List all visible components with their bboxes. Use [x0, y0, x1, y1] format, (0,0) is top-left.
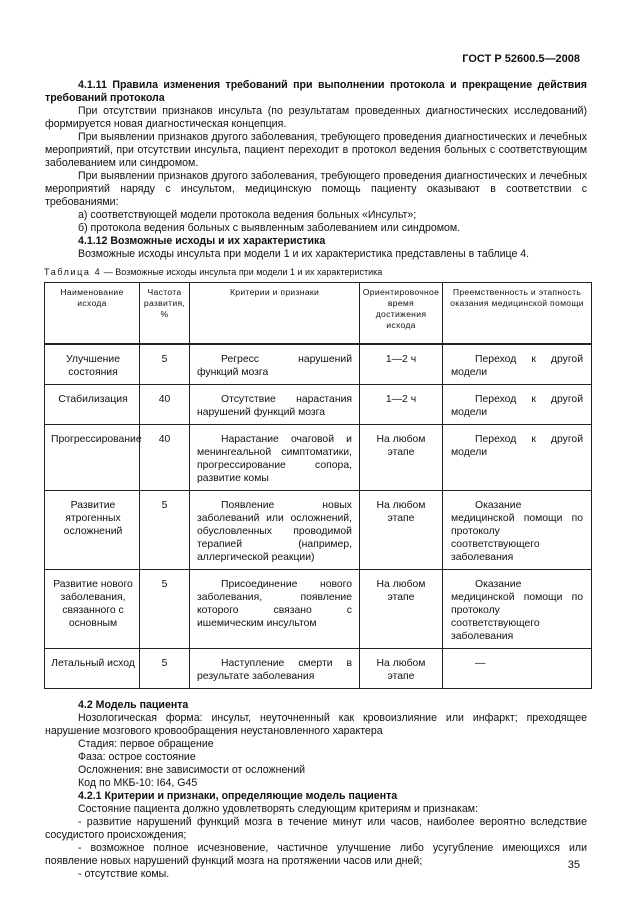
paragraph: При выявлении признаков другого заболевания, требующего проведения диагностических и лечебных мероприятий, при отсутствии инсульта, пациент переходит в протокол ведения больных с соответствующим заболеванием или синдромом. — [45, 131, 587, 169]
continuity-cell: Оказание медицинской помощи по протоколу соответствующего заболевания — [443, 570, 592, 649]
column-header: Критерии и признаки — [190, 283, 360, 345]
outcome-name-cell: Развитие нового заболевания, связанного с основным — [45, 570, 140, 649]
table-row — [45, 649, 592, 689]
paragraph: Осложнения: вне зависимости от осложнений — [78, 764, 306, 776]
outcome-name-cell: Прогрессирование — [45, 425, 140, 491]
bottom-paragraphs — [45, 699, 587, 881]
paragraph: При отсутствии признаков инсульта (по результатам проведенных диагностических исследований) формируется новая диагностическая концепция. — [45, 105, 587, 130]
paragraph: Состояние пациента должно удовлетворять следующим критериям и признакам: — [78, 803, 478, 815]
section-heading: 4.2 Модель пациента — [78, 699, 189, 711]
page-body — [45, 79, 587, 881]
document-header-id: ГОСТ Р 52600.5—2008 — [462, 53, 580, 65]
paragraph: Фаза: острое состояние — [78, 751, 196, 763]
top-paragraphs — [45, 79, 587, 261]
table-body — [45, 344, 592, 689]
continuity-cell: — — [443, 649, 592, 689]
criteria-cell: Присоединение нового заболевания, появление которого связано с ишемическим инсультом — [190, 570, 360, 649]
outcome-name-cell: Развитие ятрогенных осложнений — [45, 491, 140, 570]
column-header: Наименование исхода — [45, 283, 140, 345]
table-caption-prefix: Таблица 4 — [44, 267, 102, 277]
column-header: Частота развития, % — [140, 283, 190, 345]
time-cell: На любом этапе — [360, 570, 443, 649]
criteria-cell: Нарастание очаговой и менингеальной симптоматики, прогрессирование сопора, развитие комы — [190, 425, 360, 491]
paragraph: - отсутствие комы. — [78, 868, 170, 880]
table-caption-title: — Возможные исходы инсульта при модели 1 и их характеристика — [101, 267, 383, 277]
page-number: 35 — [567, 859, 580, 871]
time-cell: На любом этапе — [360, 491, 443, 570]
table-caption — [44, 266, 587, 279]
section-heading: 4.1.11 Правила изменения требований при выполнении протокола и прекращение действия требований протокола — [45, 79, 587, 104]
outcome-name-cell: Стабилизация — [45, 385, 140, 425]
paragraph: а) соответствующей модели протокола ведения больных «Инсульт»; — [78, 209, 417, 221]
frequency-cell: 5 — [140, 570, 190, 649]
frequency-cell: 5 — [140, 649, 190, 689]
table-row — [45, 385, 592, 425]
paragraph: Нозологическая форма: инсульт, неуточненный как кровоизлияние или инфаркт; преходящее нарушение мозгового кровообращения неустановленного характера — [45, 712, 587, 737]
time-cell: На любом этапе — [360, 649, 443, 689]
section-heading: 4.2.1 Критерии и признаки, определяющие модель пациента — [78, 790, 398, 802]
criteria-cell: Наступление смерти в результате заболевания — [190, 649, 360, 689]
column-header: Ориентировочное время достижения исхода — [360, 283, 443, 345]
time-cell: 1—2 ч — [360, 344, 443, 385]
paragraph: Стадия: первое обращение — [78, 738, 214, 750]
criteria-cell: Отсутствие нарастания нарушений функций мозга — [190, 385, 360, 425]
time-cell: На любом этапе — [360, 425, 443, 491]
table-row — [45, 425, 592, 491]
time-cell: 1—2 ч — [360, 385, 443, 425]
paragraph: - развитие нарушений функций мозга в течение минут или часов, наиболее вероятно вследствие сосудистого происхождения; — [45, 816, 587, 841]
continuity-cell: Переход к другой модели — [443, 344, 592, 385]
frequency-cell: 40 — [140, 425, 190, 491]
table-row — [45, 491, 592, 570]
outcomes-table — [44, 282, 592, 689]
criteria-cell: Появление новых заболеваний или осложнений, обусловленных проводимой терапией (например, аллергической реакции) — [190, 491, 360, 570]
outcome-name-cell: Улучшение состояния — [45, 344, 140, 385]
paragraph: - возможное полное исчезновение, частичное улучшение либо усугубление имеющихся или появление новых нарушений функций мозга на протяжении часов или дней; — [45, 842, 587, 867]
paragraph: Код по МКБ-10: I64, G45 — [78, 777, 198, 789]
table-header-row — [45, 283, 592, 345]
paragraph: б) протокола ведения больных с выявленным заболеванием или синдромом. — [78, 222, 461, 234]
frequency-cell: 5 — [140, 491, 190, 570]
frequency-cell: 5 — [140, 344, 190, 385]
table-row — [45, 344, 592, 385]
paragraph: Возможные исходы инсульта при модели 1 и их характеристика представлены в таблице 4. — [78, 248, 530, 260]
outcome-name-cell: Летальный исход — [45, 649, 140, 689]
table-row — [45, 570, 592, 649]
criteria-cell: Регресс нарушений функций мозга — [190, 344, 360, 385]
continuity-cell: Переход к другой модели — [443, 425, 592, 491]
section-heading: 4.1.12 Возможные исходы и их характеристика — [78, 235, 326, 247]
column-header: Преемственность и этапность оказания медицинской помощи — [443, 283, 592, 345]
continuity-cell: Оказание медицинской помощи по протоколу соответствующего заболевания — [443, 491, 592, 570]
frequency-cell: 40 — [140, 385, 190, 425]
paragraph: При выявлении признаков другого заболевания, требующего проведения диагностических и лечебных мероприятий наряду с инсультом, медицинскую помощь пациенту оказывают в соответствии с требованиями: — [45, 170, 587, 208]
continuity-cell: Переход к другой модели — [443, 385, 592, 425]
